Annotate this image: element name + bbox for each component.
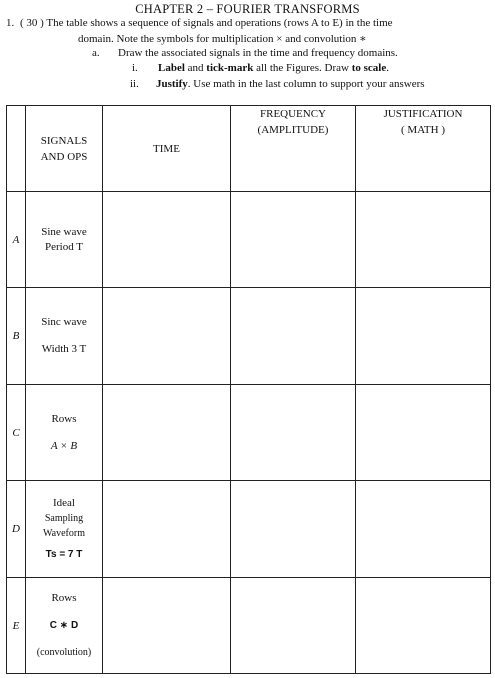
row-signal (26, 481, 103, 578)
signal-line: Ts = 7 T (45, 549, 83, 560)
signal-line: Ideal (53, 497, 75, 509)
header-signals-line2: AND OPS (40, 150, 88, 163)
signal-line: Sine wave (41, 225, 87, 238)
table-header-row (7, 106, 491, 192)
sub-i-bold-label: Label (158, 62, 185, 74)
sub-i-label: i. (132, 62, 138, 74)
signals-table (6, 105, 491, 674)
header-letter-cell (7, 106, 26, 192)
signal-line: Waveform (43, 528, 85, 539)
part-a (92, 47, 398, 59)
signal-line: Sinc wave (41, 316, 87, 328)
time-answer-cell[interactable] (103, 192, 231, 288)
header-just-line2: ( MATH ) (401, 124, 445, 136)
signal-line: A × B (50, 439, 78, 452)
row-letter: B (7, 288, 26, 385)
time-answer-cell[interactable] (103, 288, 231, 385)
sub-ii-label: ii. (130, 78, 139, 90)
time-answer-cell[interactable] (103, 578, 231, 674)
time-answer-cell[interactable] (103, 385, 231, 481)
frequency-answer-cell[interactable] (231, 288, 356, 385)
sub-i-text-end: . (386, 62, 389, 74)
frequency-answer-cell[interactable] (231, 385, 356, 481)
row-letter: C (7, 385, 26, 481)
question-line-2: domain. Note the symbols for multiplication × and convolution ∗ (78, 33, 367, 45)
justification-answer-cell[interactable] (356, 385, 491, 481)
table-row (7, 578, 491, 674)
header-frequency (231, 106, 356, 192)
row-signal (26, 288, 103, 385)
table-row (7, 192, 491, 288)
frequency-answer-cell[interactable] (231, 481, 356, 578)
time-answer-cell[interactable] (103, 481, 231, 578)
question-line-1 (20, 17, 490, 29)
signal-line: Width 3 T (41, 343, 87, 355)
question-points: ( 30 ) (20, 17, 44, 29)
sub-item-i (132, 62, 389, 74)
sub-item-ii (130, 78, 425, 90)
signal-line: Rows (51, 412, 77, 425)
frequency-answer-cell[interactable] (231, 578, 356, 674)
justification-answer-cell[interactable] (356, 192, 491, 288)
question-text-1: The table shows a sequence of signals and operations (rows A to E) in the time (46, 17, 393, 29)
header-signals-line1: SIGNALS (40, 134, 88, 147)
frequency-answer-cell[interactable] (231, 192, 356, 288)
sub-i-bold-tick: tick-mark (206, 62, 254, 74)
header-time: TIME (103, 106, 231, 192)
page-title: CHAPTER 2 – FOURIER TRANSFORMS (135, 2, 360, 16)
header-freq-line2: (AMPLITUDE) (257, 124, 329, 136)
signal-line: C ∗ D (49, 620, 79, 631)
table-row (7, 288, 491, 385)
header-signals (26, 106, 103, 192)
row-signal (26, 192, 103, 288)
part-a-label: a. (92, 47, 100, 59)
header-freq-line1: FREQUENCY (259, 108, 326, 120)
row-signal (26, 578, 103, 674)
sub-i-text-2: all the Figures. Draw (253, 62, 352, 74)
signal-line: (convolution) (36, 647, 92, 658)
sub-i-bold-scale: to scale (351, 62, 387, 74)
question-number: 1. (6, 17, 15, 29)
row-letter: E (7, 578, 26, 674)
signal-line: Sampling (44, 513, 84, 524)
sub-ii-text: . Use math in the last column to support your answers (187, 78, 425, 90)
row-letter: A (7, 192, 26, 288)
header-justification (356, 106, 491, 192)
row-letter: D (7, 481, 26, 578)
table-row (7, 385, 491, 481)
table-row (7, 481, 491, 578)
row-signal (26, 385, 103, 481)
signal-line: Period T (45, 240, 83, 253)
part-a-text: Draw the associated signals in the time and frequency domains. (118, 47, 398, 59)
justification-answer-cell[interactable] (356, 288, 491, 385)
justification-answer-cell[interactable] (356, 481, 491, 578)
header-just-line1: JUSTIFICATION (383, 108, 463, 120)
signal-line: Rows (51, 592, 77, 604)
sub-i-text-1: and (184, 62, 207, 74)
sub-ii-bold-justify: Justify (156, 78, 188, 90)
justification-answer-cell[interactable] (356, 578, 491, 674)
